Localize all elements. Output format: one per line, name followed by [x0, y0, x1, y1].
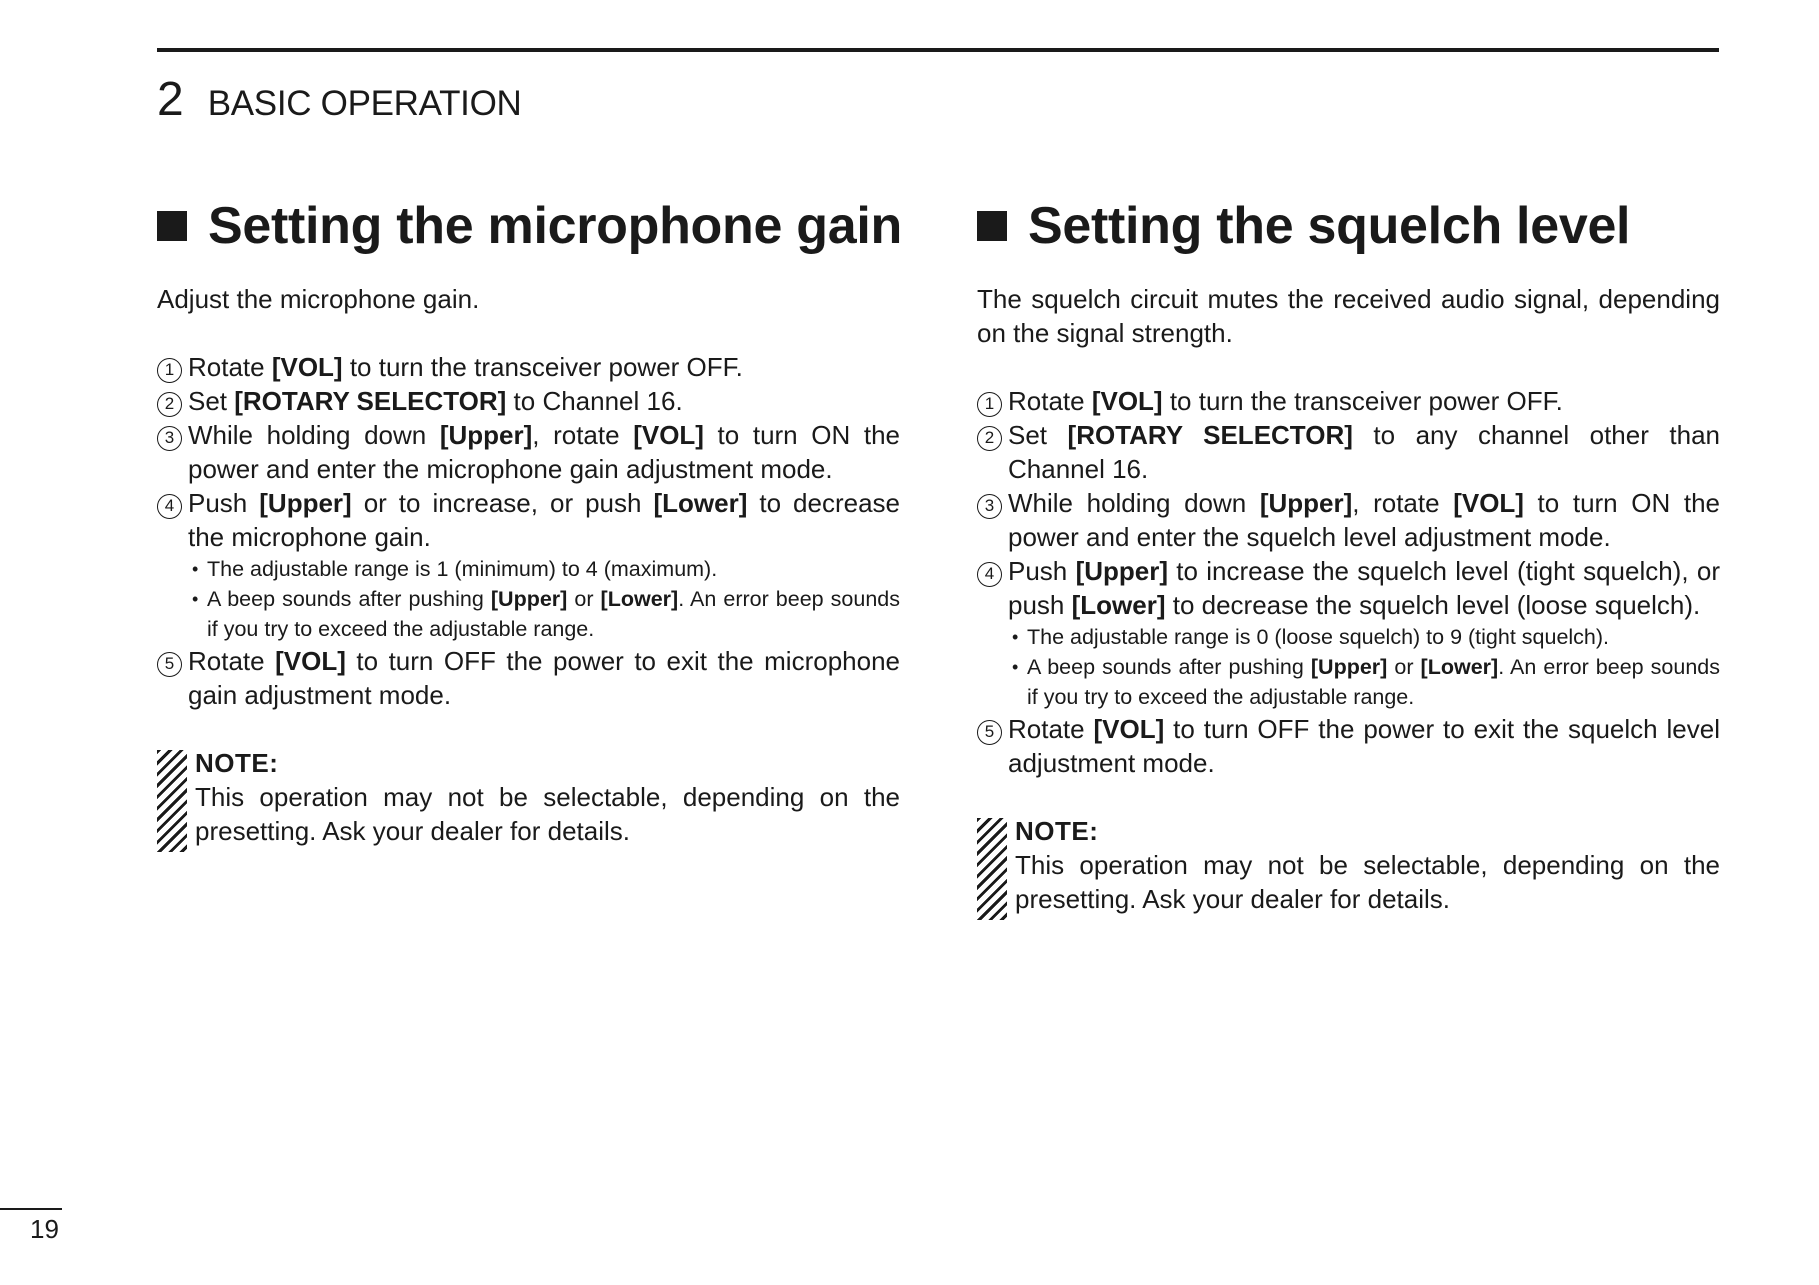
note-body: [195, 746, 900, 852]
text-run: Rotate: [188, 352, 272, 382]
section-heading: [157, 196, 900, 256]
note-text: This operation may not be selectable, depending on the presetting. Ask your dealer for details.: [195, 782, 900, 846]
note-text: This operation may not be selectable, depending on the presetting. Ask your dealer for details.: [1015, 850, 1720, 914]
section-title: Setting the squelch level: [1028, 197, 1631, 255]
note-box: [157, 746, 900, 852]
text-run: Rotate: [1008, 386, 1092, 416]
text-run: to turn the transceiver power OFF.: [342, 352, 743, 382]
step-text: [188, 386, 683, 416]
bullet-list: [188, 554, 900, 644]
step-number: [157, 350, 188, 384]
text-run: to turn OFF the power to exit the squelch level adjustment mode.: [1008, 714, 1720, 778]
step-number-value: 1: [977, 392, 1002, 417]
step-item: [977, 486, 1720, 554]
note-hatch-icon: [157, 750, 187, 852]
text-run: The adjustable range is 0 (loose squelch) to 9 (tight squelch).: [1027, 625, 1610, 649]
step-text: [188, 646, 900, 710]
section-heading: [977, 196, 1720, 256]
text-run: to turn ON the power and enter the microphone gain adjustment mode.: [188, 420, 900, 484]
text-run: A beep sounds after pushing: [1027, 655, 1311, 679]
note-label: NOTE:: [1015, 816, 1099, 846]
note-box: [977, 814, 1720, 920]
step-number-value: 4: [977, 562, 1002, 587]
step-item: [977, 418, 1720, 486]
step-number-value: 4: [157, 494, 182, 519]
step-item: [157, 350, 900, 384]
text-run: A beep sounds after pushing: [207, 587, 491, 611]
key-label: [VOL]: [275, 646, 346, 676]
step-number-value: 3: [157, 426, 182, 451]
square-bullet-icon: [977, 211, 1007, 241]
bullet-item: [192, 554, 900, 584]
step-text: [1008, 488, 1720, 552]
step-number-value: 1: [157, 358, 182, 383]
text-run: to turn OFF the power to exit the microphone gain adjustment mode.: [188, 646, 900, 710]
key-label: [VOL]: [1093, 714, 1165, 744]
text-run: to Channel 16.: [506, 386, 683, 416]
step-number-value: 2: [157, 392, 182, 417]
note-label: NOTE:: [195, 748, 279, 778]
text-run: to decrease the squelch level (loose squelch).: [1165, 590, 1701, 620]
key-label: [VOL]: [271, 352, 343, 382]
text-run: While holding down: [188, 420, 440, 450]
key-label: [Lower]: [1071, 590, 1166, 620]
step-text: [1008, 386, 1563, 416]
text-run: to decrease the microphone gain.: [188, 488, 900, 552]
text-run: to turn the transceiver power OFF.: [1162, 386, 1563, 416]
bullet-item: [192, 584, 900, 644]
chapter-title: BASIC OPERATION: [207, 84, 522, 123]
step-text: [188, 488, 900, 552]
step-number-value: 5: [157, 652, 182, 677]
step-text: [1008, 714, 1720, 778]
text-run: Rotate: [1008, 714, 1094, 744]
key-label: [ROTARY SELECTOR]: [1067, 420, 1353, 450]
step-item: [157, 644, 900, 712]
bullet-item: [1012, 652, 1720, 712]
step-number: [157, 418, 188, 452]
step-item: [157, 486, 900, 644]
step-number: [977, 486, 1008, 520]
step-number: [977, 384, 1008, 418]
text-run: , rotate: [1352, 488, 1454, 518]
text-run: Set: [1008, 420, 1068, 450]
step-number: [977, 418, 1008, 452]
key-label: [Upper]: [1075, 556, 1168, 586]
section-title: Setting the microphone gain: [208, 197, 902, 255]
text-run: Set: [188, 386, 235, 416]
chapter-header: [157, 72, 522, 127]
text-run: The adjustable range is 1 (minimum) to 4 (maximum).: [207, 557, 718, 581]
text-run: While holding down: [1008, 488, 1260, 518]
step-number: [157, 486, 188, 520]
footer-rule: [0, 1208, 62, 1210]
key-label: [VOL]: [633, 420, 704, 450]
header-rule: [157, 48, 1719, 52]
text-run: to increase the squelch level (tight squelch), or push: [1008, 556, 1720, 620]
step-text: [1008, 420, 1720, 484]
key-label: [Upper]: [490, 587, 568, 611]
note-body: [1015, 814, 1720, 920]
chapter-number: 2: [157, 73, 184, 126]
step-text: [188, 420, 900, 484]
text-run: Push: [188, 488, 260, 518]
text-run: Rotate: [188, 646, 276, 676]
step-text: [188, 352, 743, 382]
microphone-gain-section: [157, 196, 900, 852]
key-label: [VOL]: [1091, 386, 1163, 416]
text-run: or: [1387, 655, 1421, 679]
key-label: [Upper]: [259, 488, 352, 518]
step-item: [977, 384, 1720, 418]
square-bullet-icon: [157, 211, 187, 241]
step-text: [1008, 556, 1720, 620]
note-hatch-icon: [977, 818, 1007, 920]
text-run: or: [567, 587, 601, 611]
step-number-value: 5: [977, 720, 1002, 745]
key-label: [Upper]: [1259, 488, 1353, 518]
text-run: . An error beep sounds if you try to exceed the adjustable range.: [207, 587, 901, 641]
key-label: [Lower]: [1420, 655, 1499, 679]
text-run: Push: [1008, 556, 1076, 586]
text-run: or to increase, or push: [351, 488, 654, 518]
steps-list: [977, 384, 1720, 780]
key-label: [Upper]: [439, 420, 533, 450]
step-number: [977, 554, 1008, 588]
text-run: to any channel other than Channel 16.: [1008, 420, 1720, 484]
step-number: [157, 644, 188, 678]
step-number: [977, 712, 1008, 746]
key-label: [Upper]: [1310, 655, 1388, 679]
key-label: [Lower]: [653, 488, 748, 518]
squelch-level-section: [977, 196, 1720, 920]
text-run: , rotate: [532, 420, 634, 450]
key-label: [VOL]: [1453, 488, 1524, 518]
steps-list: [157, 350, 900, 712]
section-intro: Adjust the microphone gain.: [157, 284, 480, 314]
page-number: 19: [30, 1214, 59, 1244]
key-label: [Lower]: [600, 587, 679, 611]
step-number-value: 3: [977, 494, 1002, 519]
step-item: [977, 554, 1720, 712]
step-item: [977, 712, 1720, 780]
bullet-item: [1012, 622, 1720, 652]
step-item: [157, 418, 900, 486]
text-run: to turn ON the power and enter the squelch level adjustment mode.: [1008, 488, 1720, 552]
bullet-list: [1008, 622, 1720, 712]
key-label: [ROTARY SELECTOR]: [234, 386, 507, 416]
text-run: . An error beep sounds if you try to exceed the adjustable range.: [1027, 655, 1721, 709]
section-intro: The squelch circuit mutes the received audio signal, depending on the signal strength.: [977, 284, 1720, 348]
step-number: [157, 384, 188, 418]
step-item: [157, 384, 900, 418]
step-number-value: 2: [977, 426, 1002, 451]
